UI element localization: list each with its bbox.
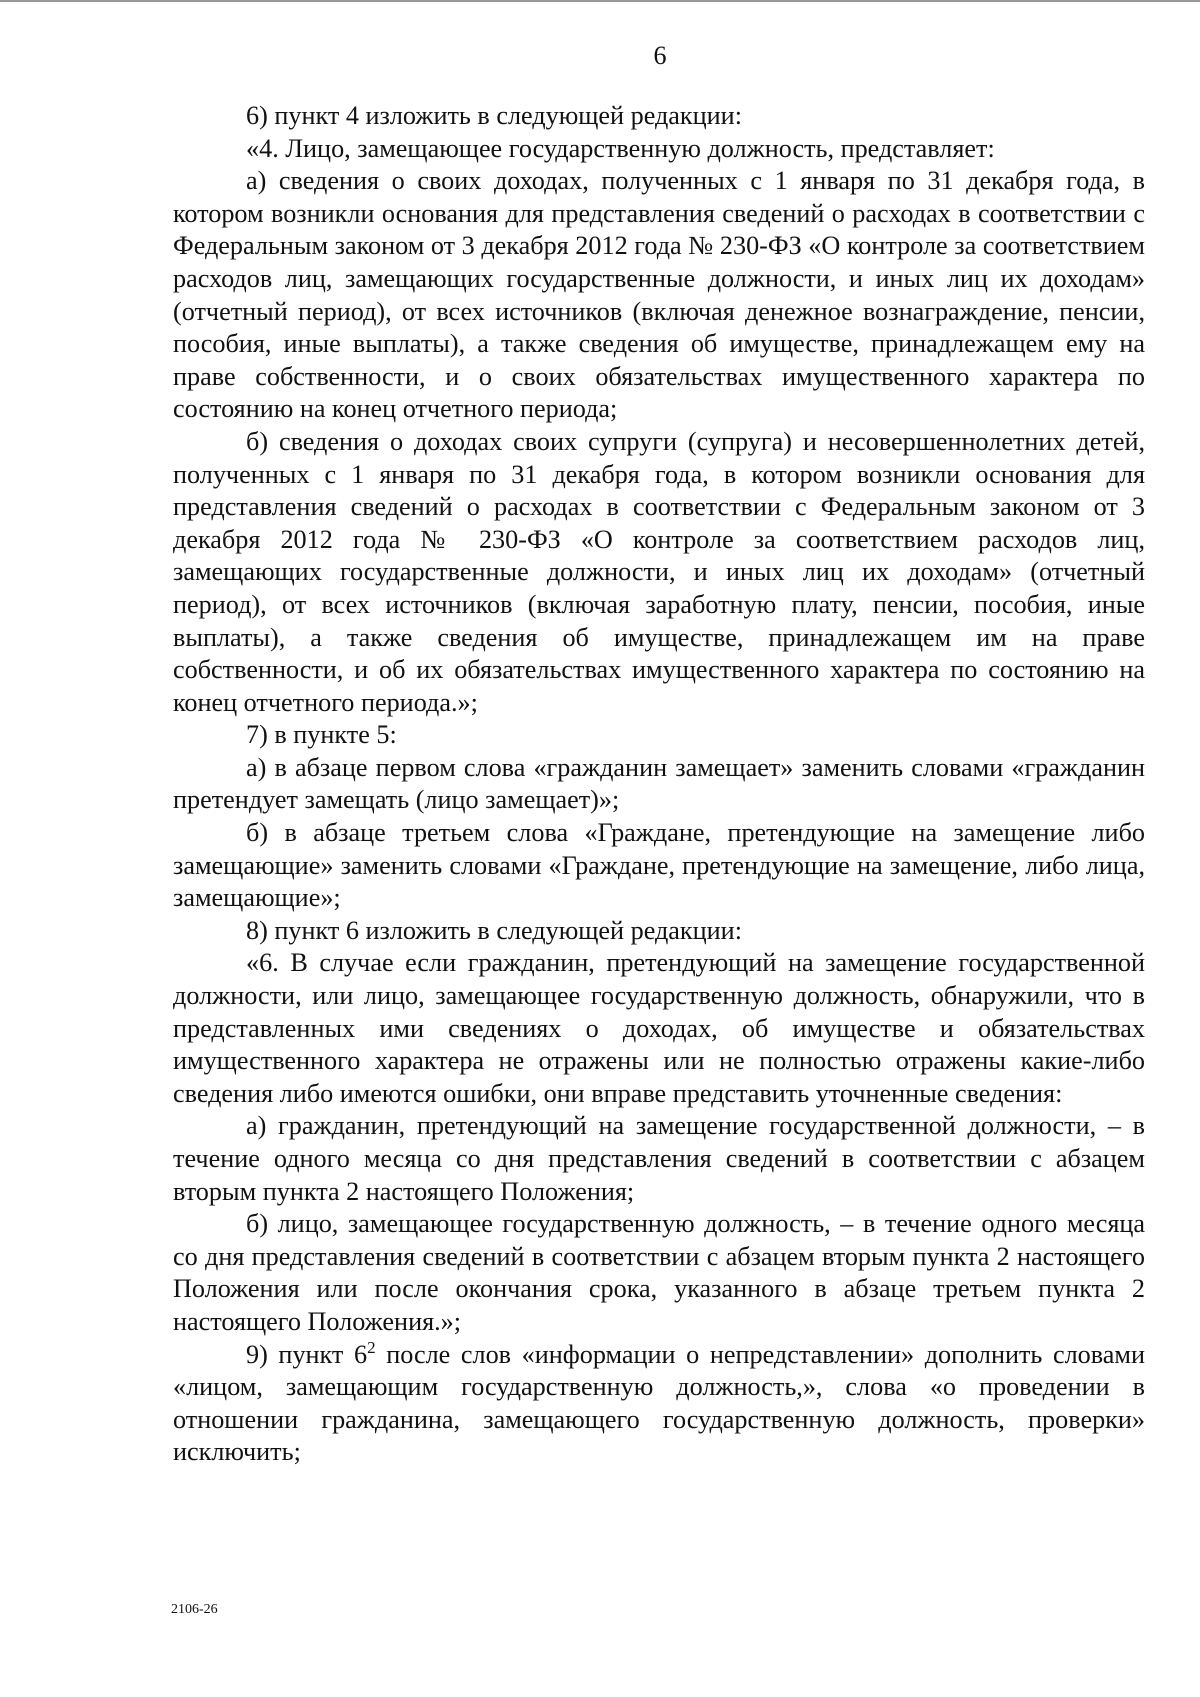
paragraph-item-6: 6) пункт 4 изложить в следующей редакции: bbox=[246, 101, 742, 130]
item-9-superscript: 2 bbox=[367, 1337, 376, 1357]
paragraph-item-7-b: б) в абзаце третьем слова «Граждане, претендующие на замещение либо замещающие» заменить словами «Граждане, претендующие на замещение, либо лица, замещающие»; bbox=[173, 818, 1145, 913]
paragraph-point-6: «6. В случае если гражданин, претендующий на замещение государственной должности, или лицо, замещающее государственную должность, обнаружили, что в представленных ими сведениях о доходах, об имуществе и обязательствах имущественного характера не отражены или не полностью отражены какие-либо сведения либо имеются ошибки, они вправе представить уточненные сведения: bbox=[173, 948, 1145, 1108]
paragraph-point-4-b: б) сведения о доходах своих супруги (супруга) и несовершеннолетних детей, полученных с 1 января по 31 декабря года, в котором возникли основания для представления сведений о расходах в соответствии с Федеральным законом от 3 декабря 2012 года № 230-ФЗ «О контроле за соответствием расходов лиц, замещающих государственные должности, и иных лиц их доходам» (отчетный период), от всех источников (включая заработную плату, пенсии, пособия, иные выплаты), а также сведения об имуществе, принадлежащем им на праве собственности, и об их обязательствах имущественного характера по состоянию на конец отчетного периода.»; bbox=[173, 426, 1145, 717]
paragraph-item-7: 7) в пункте 5: bbox=[246, 720, 397, 750]
paragraph-point-6-a: а) гражданин, претендующий на замещение государственной должности, – в течение одного месяца со дня представления сведений в соответствии с абзацем вторым пункта 2 настоящего Положения; bbox=[173, 1111, 1145, 1206]
item-9-rest: после слов «информации о непредставлении» дополнить словами «лицом, замещающим государственную должность,», слова «о проведении в отношении гражданина, замещающего государственную должность, проверки» исключить; bbox=[173, 1339, 1145, 1467]
scan-edge-line bbox=[0, 0, 1200, 2]
paragraph-point-4-a: а) сведения о своих доходах, полученных с 1 января по 31 декабря года, в котором возникли основания для представления сведений о расходах в соответствии с Федеральным законом от 3 декабря 2012 года № 230-ФЗ «О контроле за соответствием расходов лиц, замещающих государственные должности, и иных лиц их доходам» (отчетный период), от всех источников (включая денежное вознаграждение, пенсии, пособия, иные выплаты), а также сведения об имуществе, принадлежащем ему на праве собственности, и о своих обязательствах имущественного характера по состоянию на конец отчетного периода; bbox=[173, 166, 1145, 424]
paragraph-point-4: «4. Лицо, замещающее государственную должность, представляет: bbox=[246, 133, 995, 163]
page-number: 6 bbox=[653, 41, 667, 70]
document-code: 2106-26 bbox=[171, 1602, 218, 1617]
paragraph-item-9 bbox=[173, 1339, 1145, 1469]
document-body bbox=[173, 100, 1145, 1469]
item-9-start: 9) пункт 6 bbox=[246, 1339, 368, 1369]
paragraph-point-6-b: б) лицо, замещающее государственную должность, – в течение одного месяца со дня представления сведений в соответствии с абзацем вторым пункта 2 настоящего Положения или после окончания срока, указанного в абзаце третьем пункта 2 настоящего Положения.»; bbox=[173, 1209, 1145, 1336]
paragraph-item-8: 8) пункт 6 изложить в следующей редакции: bbox=[246, 915, 742, 945]
paragraph-item-7-a: а) в абзаце первом слова «гражданин замещает» заменить словами «гражданин претендует замещать (лицо замещает)»; bbox=[173, 752, 1145, 815]
